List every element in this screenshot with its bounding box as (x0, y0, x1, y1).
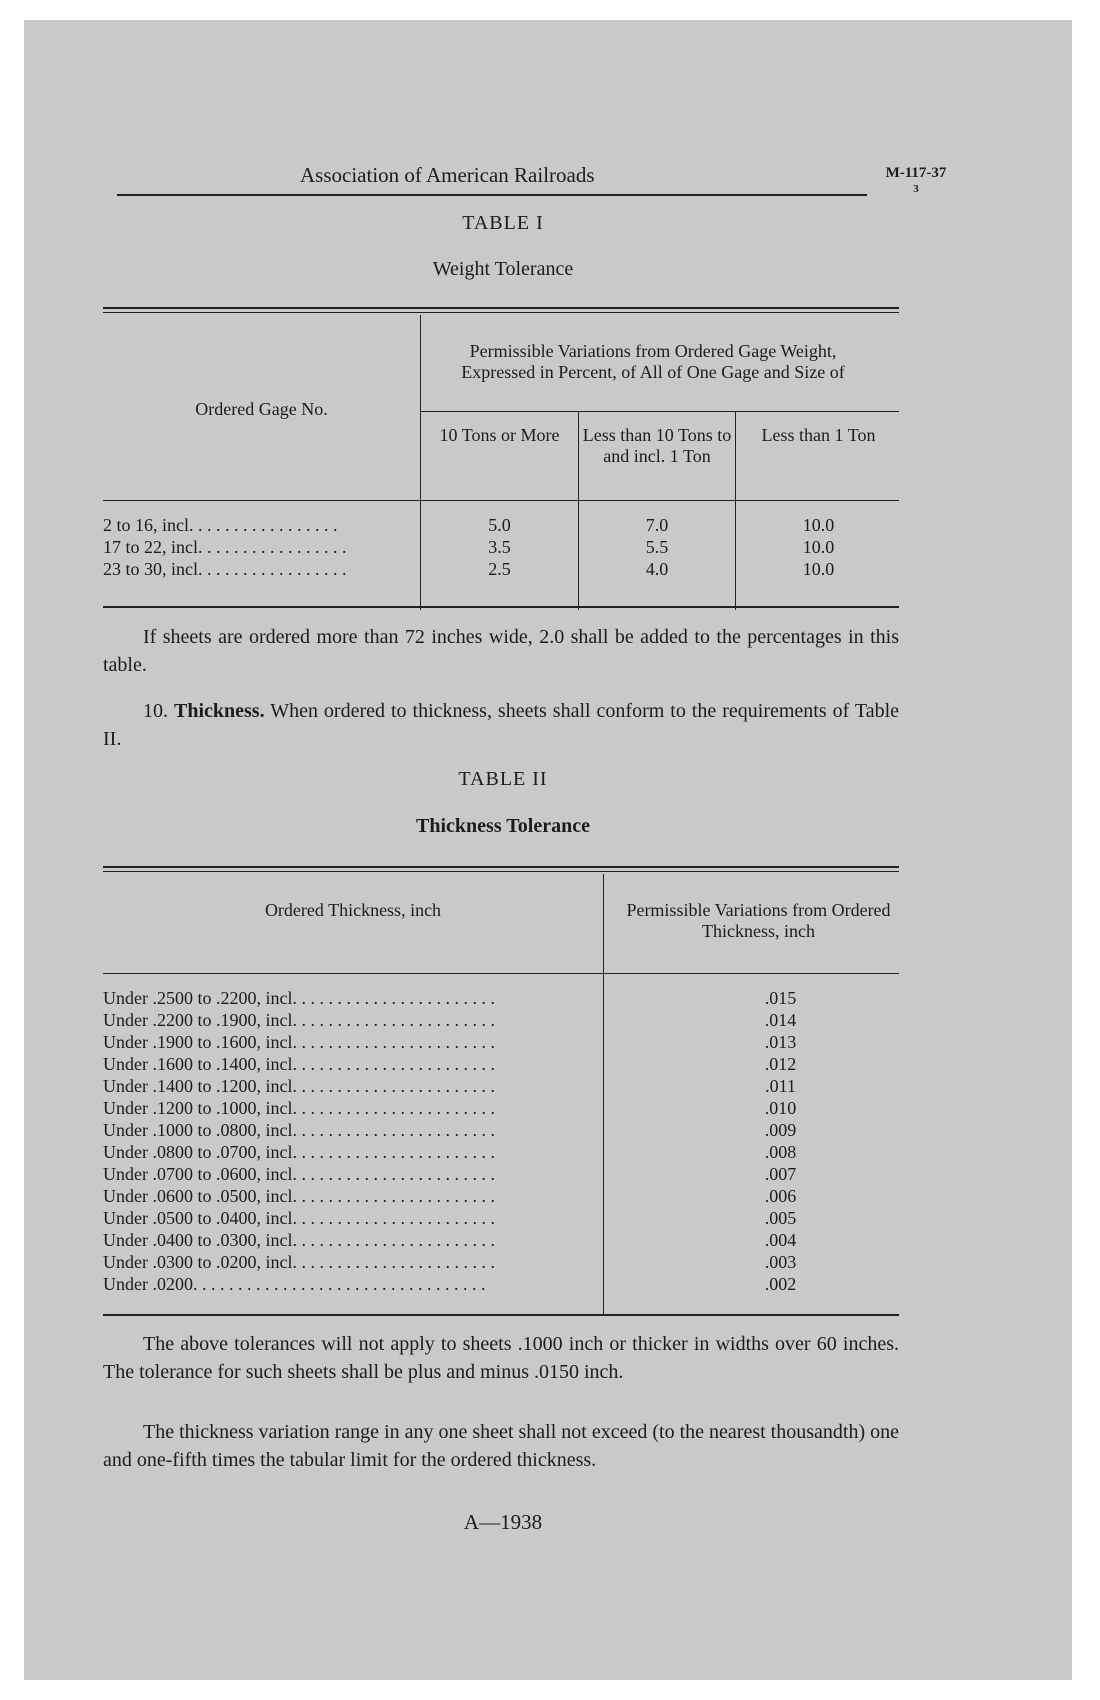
table1-subcol-header: Less than 1 Ton (761, 425, 876, 445)
table1-top-rule-thin (103, 312, 899, 313)
table-row (103, 1207, 899, 1229)
thickness-tolerance: .006 (764, 1186, 797, 1206)
table1-col-1to10tons (581, 514, 733, 580)
thickness-tolerance: .015 (764, 988, 797, 1008)
thickness-variation-paragraph: The thickness variation range in any one sheet shall not exceed (to the nearest thousandth) one and one-fifth times the tabular limit for the ordered thickness. (103, 1421, 899, 1471)
table1-group-header: Permissible Variations from Ordered Gage Weight, Expressed in Percent, of All of One Gage and Size of (461, 341, 845, 382)
table-row (103, 1229, 899, 1251)
table-row (103, 1273, 899, 1295)
table1-value: 3.5 (488, 537, 511, 557)
table2-title: Thickness Tolerance (416, 815, 590, 837)
table1-value: 10.0 (802, 537, 835, 557)
table1-row-gage: 23 to 30, incl. . . . . . . . . . . . . . . . . (103, 559, 347, 579)
thickness-tolerance: .013 (764, 1032, 797, 1052)
thickness-tolerance: .002 (764, 1274, 797, 1294)
table1-divider (735, 412, 736, 610)
document-page-number: 3 (913, 183, 919, 195)
table2-bottom-rule (103, 1314, 899, 1316)
table2-top-rule (103, 866, 899, 868)
table-row (103, 1119, 899, 1141)
table1-col-under1ton (738, 514, 899, 580)
thickness-range: Under .1900 to .1600, incl. . . . . . . . . . . . . . . . . . . . . . . (103, 1032, 495, 1052)
table1-col-header-gage: Ordered Gage No. (195, 399, 328, 419)
table1-subcol-header: 10 Tons or More (439, 425, 560, 445)
table1-subcol-header: Less than 10 Tons to and incl. 1 Ton (582, 425, 732, 466)
table2-col-header-thickness: Ordered Thickness, inch (264, 900, 442, 920)
table1-value: 7.0 (645, 515, 669, 535)
table1-value: 10.0 (802, 515, 835, 535)
thickness-range: Under .0600 to .0500, incl. . . . . . . . . . . . . . . . . . . . . . . (103, 1186, 495, 1206)
thickness-range: Under .2500 to .2200, incl. . . . . . . . . . . . . . . . . . . . . . . (103, 988, 495, 1008)
table1-bottom-rule (103, 606, 899, 608)
thickness-range: Under .1600 to .1400, incl. . . . . . . . . . . . . . . . . . . . . . . (103, 1054, 495, 1074)
document-id-code: M-117-37 (885, 165, 947, 181)
table1-title: Weight Tolerance (432, 258, 574, 280)
table-row (103, 987, 899, 1009)
thickness-tolerance: .014 (764, 1010, 797, 1030)
table-row (103, 1075, 899, 1097)
tolerance-exception-paragraph: The above tolerances will not apply to sheets .1000 inch or thicker in widths over 60 inches. The tolerance for such sheets shall be plus and minus .0150 inch. (103, 1333, 899, 1383)
thickness-tolerance: .003 (764, 1252, 797, 1272)
document-id (880, 165, 952, 197)
thickness-range: Under .1400 to .1200, incl. . . . . . . . . . . . . . . . . . . . . . . (103, 1076, 495, 1096)
table1-value: 4.0 (645, 559, 669, 579)
table-row (103, 1031, 899, 1053)
table1-col-10tons (423, 514, 576, 580)
thickness-tolerance: .012 (764, 1054, 797, 1074)
table1-row-gage: 17 to 22, incl. . . . . . . . . . . . . . . . . (103, 537, 347, 557)
table1-value: 5.0 (488, 515, 511, 535)
thickness-tolerance: .011 (765, 1076, 796, 1096)
page-footer: A—1938 (463, 1510, 543, 1534)
wide-sheet-note: If sheets are ordered more than 72 inches wide, 2.0 shall be added to the percentages in this table. (103, 626, 899, 676)
thickness-range: Under .1200 to .1000, incl. . . . . . . . . . . . . . . . . . . . . . . (103, 1098, 495, 1118)
table1-divider (578, 412, 579, 610)
thickness-tolerance: .008 (764, 1142, 797, 1162)
table1-label: TABLE I (462, 212, 544, 234)
thickness-range: Under .0400 to .0300, incl. . . . . . . . . . . . . . . . . . . . . . . (103, 1230, 495, 1250)
thickness-tolerance: .005 (764, 1208, 797, 1228)
thickness-tolerance: .004 (764, 1230, 797, 1250)
table1-group-rule (421, 411, 899, 412)
section-heading: Thickness. (173, 700, 265, 722)
table-row (103, 1097, 899, 1119)
thickness-range: Under .0700 to .0600, incl. . . . . . . . . . . . . . . . . . . . . . . (103, 1164, 495, 1184)
table2-label: TABLE II (458, 768, 548, 790)
thickness-range: Under .0800 to .0700, incl. . . . . . . . . . . . . . . . . . . . . . . (103, 1142, 495, 1162)
section-text: When ordered to thickness, sheets shall conform to the requirements of Table II. (103, 700, 900, 750)
table-row (103, 1053, 899, 1075)
table1-gage-column (103, 514, 415, 580)
thickness-tolerance: .007 (764, 1164, 797, 1184)
weight-tolerance-table (103, 307, 899, 607)
table2-top-rule-thin (103, 871, 899, 872)
thickness-range: Under .2200 to .1900, incl. . . . . . . . . . . . . . . . . . . . . . . (103, 1010, 495, 1030)
thickness-range: Under .0300 to .0200, incl. . . . . . . . . . . . . . . . . . . . . . . (103, 1252, 495, 1272)
table-row (103, 1163, 899, 1185)
table1-value: 2.5 (488, 559, 511, 579)
thickness-range: Under .0200. . . . . . . . . . . . . . . . . . . . . . . . . . . . . . . . . (103, 1274, 486, 1294)
table1-head-rule (103, 500, 899, 501)
thickness-tolerance: .010 (764, 1098, 797, 1118)
table1-divider (420, 315, 421, 610)
thickness-tolerance-table (103, 866, 899, 1318)
section-10 (103, 697, 899, 753)
section-number: 10. (143, 700, 168, 722)
thickness-range: Under .1000 to .0800, incl. . . . . . . . . . . . . . . . . . . . . . . (103, 1120, 495, 1140)
table2-head-rule (103, 973, 899, 974)
table1-value: 10.0 (802, 559, 835, 579)
table-row (103, 1141, 899, 1163)
table1-value: 5.5 (645, 537, 669, 557)
table1-top-rule (103, 307, 899, 309)
table-row (103, 1185, 899, 1207)
thickness-tolerance: .009 (764, 1120, 797, 1140)
table-row (103, 1251, 899, 1273)
thickness-range: Under .0500 to .0400, incl. . . . . . . . . . . . . . . . . . . . . . . (103, 1208, 495, 1228)
table1-row-gage: 2 to 16, incl. . . . . . . . . . . . . . . . . (103, 515, 338, 535)
table2-col-header-variation: Permissible Variations from Ordered Thickness, inch (626, 900, 891, 941)
table-row (103, 1009, 899, 1031)
header-rule (117, 194, 867, 196)
header-title: Association of American Railroads (300, 163, 595, 187)
